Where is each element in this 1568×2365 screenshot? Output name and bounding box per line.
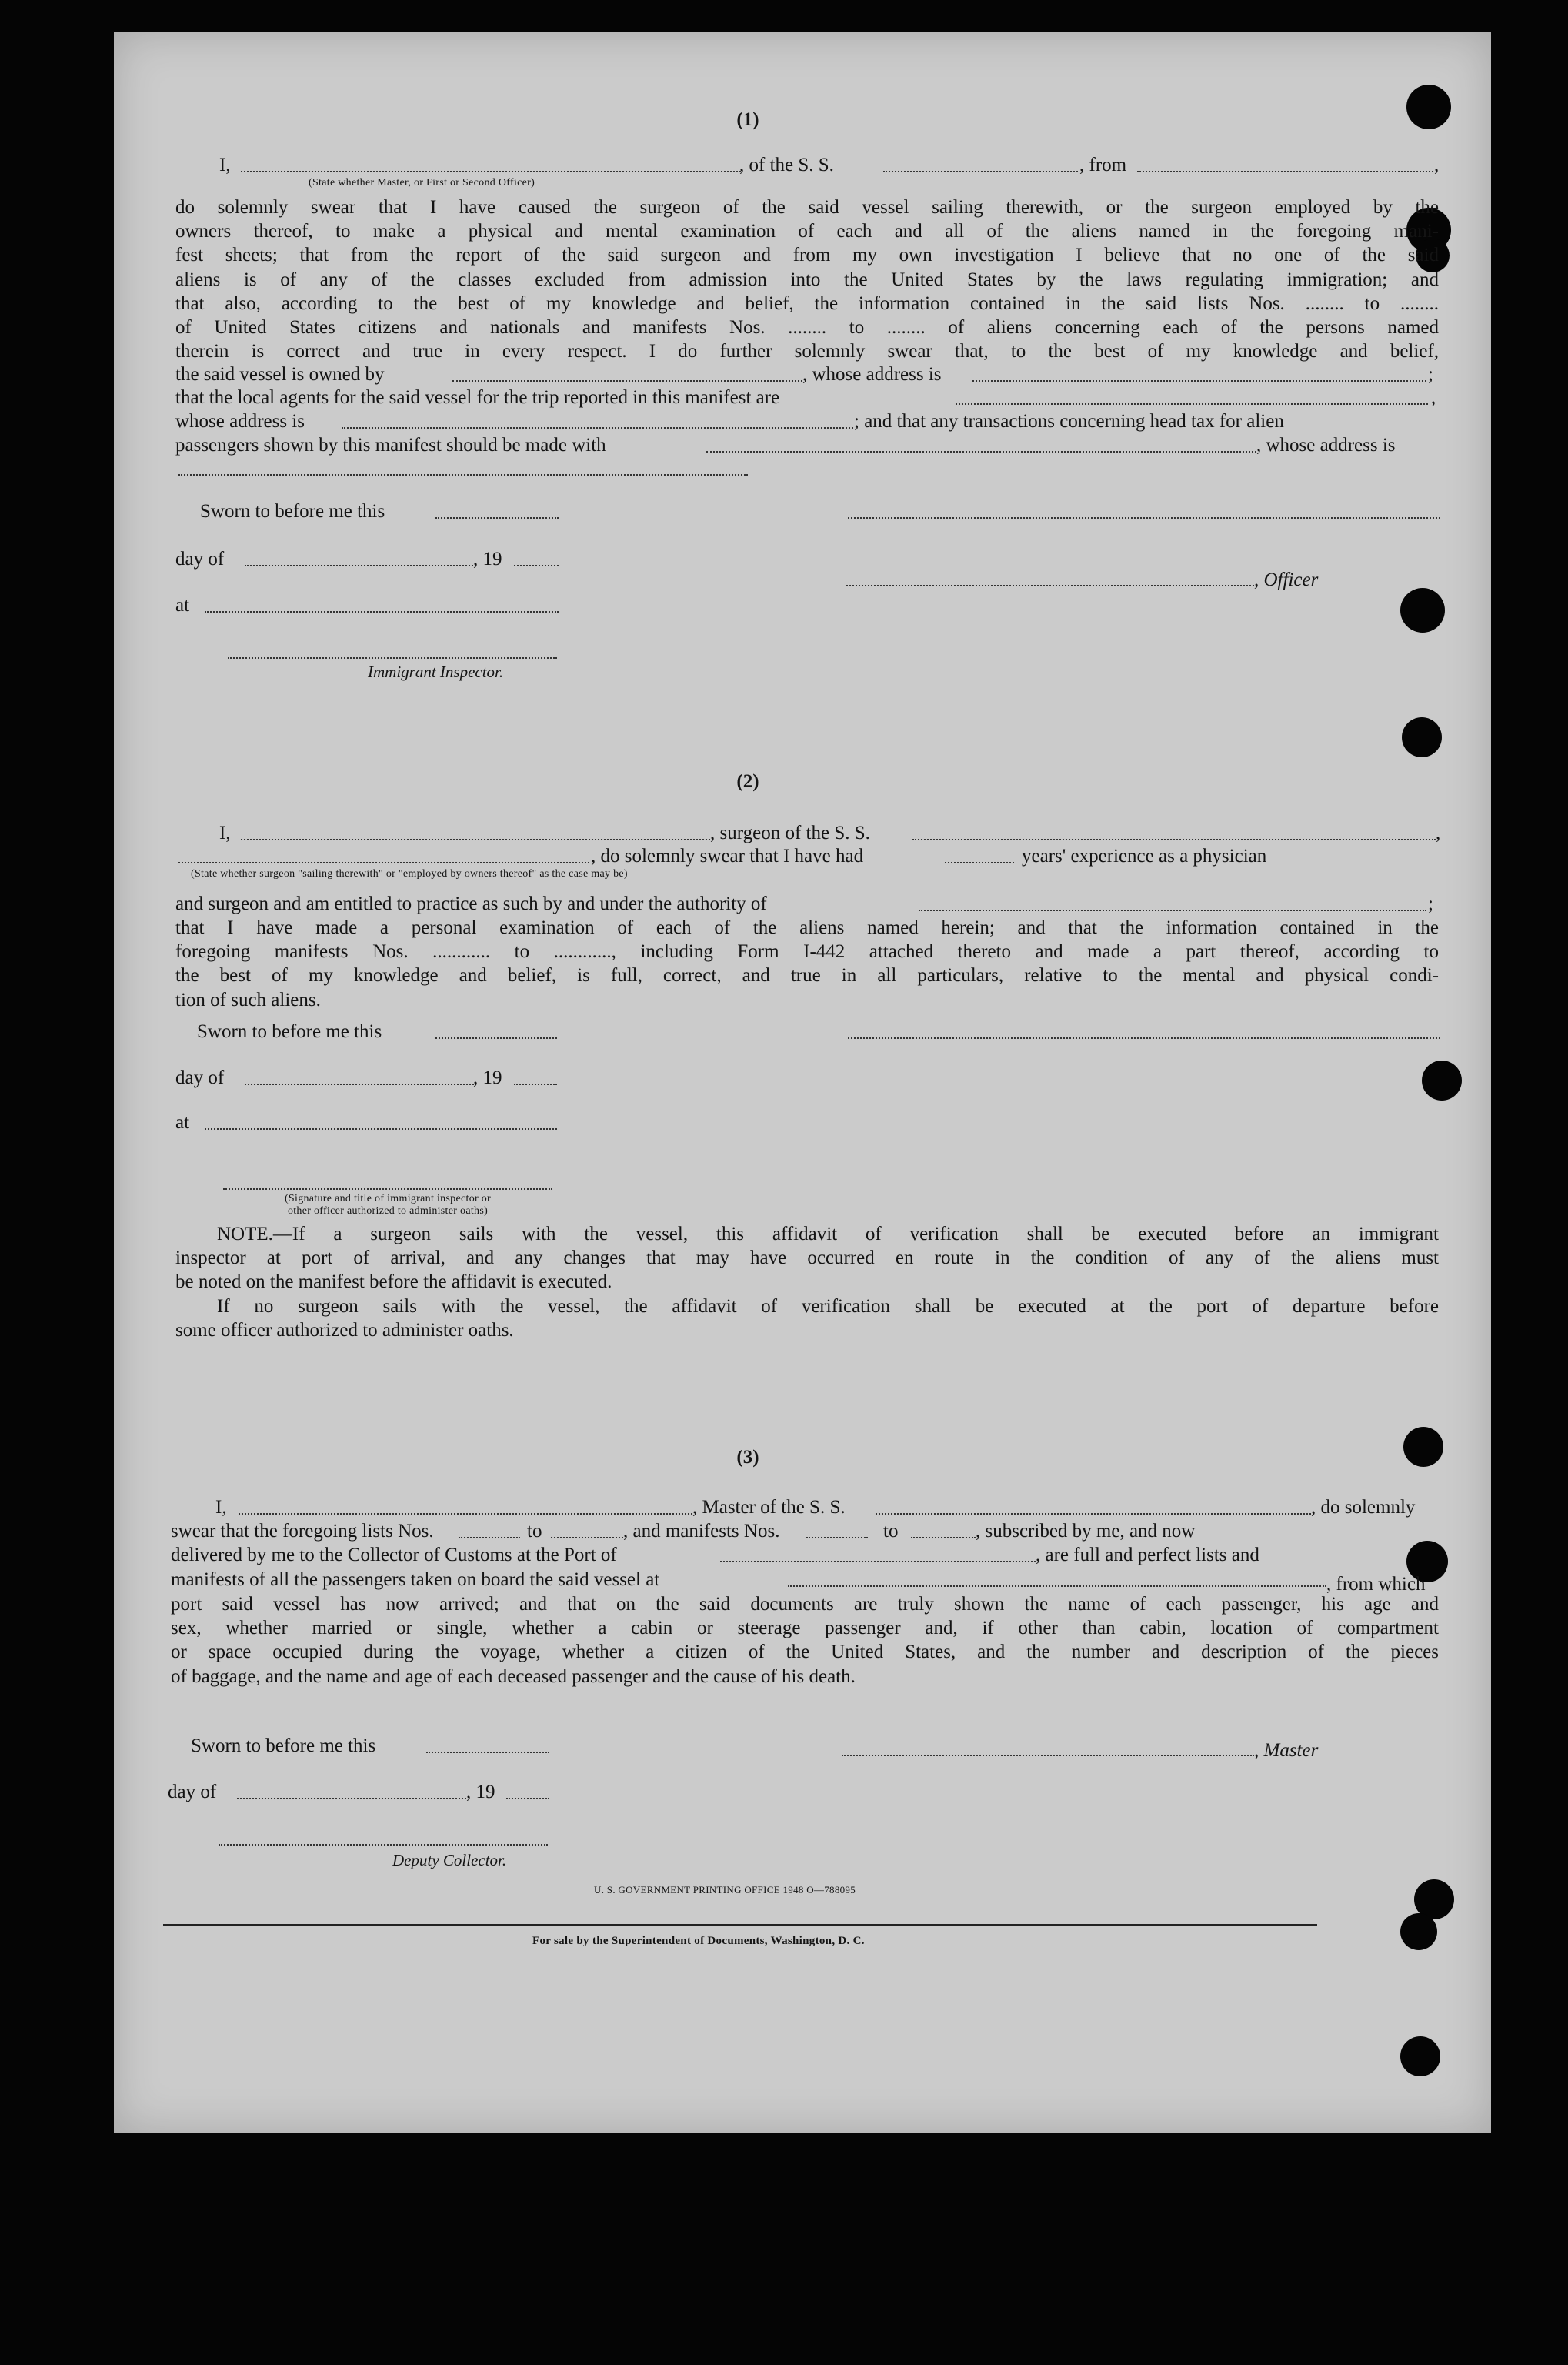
body-line: the best of my knowledge and belief, is full, correct, and true in all particulars, relative to the mental and physical condi- [175, 965, 1439, 987]
punch-hole [1400, 2036, 1440, 2076]
surgeon-vessel-field[interactable] [912, 839, 1436, 840]
authority-field[interactable] [919, 910, 1426, 911]
whose-address-label-3: , whose address is [1256, 435, 1396, 456]
section-2-i: I, [219, 823, 231, 843]
collector-label: delivered by me to the Collector of Customs at the Port of [171, 1545, 617, 1565]
surgeon-of-ss: , surgeon of the S. S. [710, 823, 870, 843]
manifests-nos-label: , and manifests Nos. [623, 1521, 780, 1542]
at-label: at [175, 595, 190, 616]
body-line: of baggage, and the name and age of each deceased passenger and the cause of his death. [171, 1665, 856, 1687]
section-3-number: (3) [736, 1447, 759, 1468]
body-line: foregoing manifests Nos. ............ to ............, including Form I-442 attached thereto and made a part thereof, according to [175, 941, 1439, 963]
line-end: , [1436, 823, 1441, 843]
perfect-lists-text: , are full and perfect lists and [1036, 1545, 1259, 1565]
agents-field[interactable] [956, 403, 1428, 405]
manifests-to-field[interactable] [911, 1537, 976, 1538]
master-label: , Master [1254, 1740, 1319, 1761]
note-paragraph [175, 1222, 1439, 1342]
inspector-signature-field[interactable] [228, 657, 557, 659]
year-field[interactable] [514, 565, 559, 566]
local-agents-label: that the local agents for the said vessel for the trip reported in this manifest are [175, 387, 780, 408]
whose-address-label: , whose address is [802, 364, 942, 385]
signature-note-1: (Signature and title of immigrant inspector or [284, 1193, 492, 1204]
day-of-label: day of [175, 1067, 225, 1088]
years-experience: years' experience as a physician [1022, 846, 1267, 867]
years-field[interactable] [945, 862, 1014, 863]
deputy-signature-field[interactable] [219, 1844, 548, 1846]
departure-port-field[interactable] [788, 1585, 1326, 1587]
port-field[interactable] [720, 1561, 1036, 1562]
vessel-field[interactable] [883, 171, 1078, 172]
punch-hole [1422, 1061, 1462, 1101]
owned-by-label: the said vessel is owned by [175, 364, 385, 385]
note-line: If no surgeon sails with the vessel, the affidavit of verification shall be executed at the port of departure before [217, 1295, 1439, 1317]
document-page [114, 32, 1491, 2133]
head-tax-text: ; and that any transactions concerning head tax for alien [854, 411, 1284, 432]
at-field[interactable] [205, 1128, 557, 1130]
punch-hole [1400, 1913, 1437, 1950]
section-1-i: I, [219, 155, 231, 175]
body-line: do solemnly swear that I have caused the surgeon of the said vessel sailing therewith, or the surgeon employed by the [175, 197, 1439, 218]
section-3-i: I, [215, 1497, 227, 1518]
sworn-label: Sworn to before me this [197, 1021, 382, 1042]
at-field[interactable] [205, 611, 559, 613]
month-field[interactable] [237, 1798, 466, 1799]
semicolon: ; [1428, 364, 1433, 385]
sworn-day-field[interactable] [435, 517, 559, 519]
month-field[interactable] [245, 565, 473, 566]
master-name-field[interactable] [239, 1513, 692, 1515]
body-line: sex, whether married or single, whether a cabin or steerage passenger and, if other than cabin, location of compartment [171, 1618, 1439, 1639]
surgeon-note: (State whether surgeon "sailing therewith" or "employed by owners thereof" as the case may be) [191, 868, 628, 880]
section-1-number: (1) [736, 109, 759, 130]
footer-rule [163, 1924, 1317, 1926]
address-field-3[interactable] [178, 474, 748, 476]
do-solemnly: , do solemnly [1311, 1497, 1416, 1518]
officer-signature-field-1[interactable] [848, 517, 1440, 519]
body-line: owners thereof, to make a physical and mental examination of each and all of the aliens named in the foregoing mani- [175, 221, 1439, 242]
name-field[interactable] [241, 171, 741, 172]
head-tax-field[interactable] [706, 451, 1256, 453]
punch-hole [1406, 85, 1451, 129]
master-of-ss: , Master of the S. S. [692, 1497, 846, 1518]
day-of-label: day of [175, 549, 225, 570]
manifests-from-field[interactable] [806, 1537, 868, 1538]
subscribed-text: , subscribed by me, and now [976, 1521, 1196, 1542]
surgeon-signature-field[interactable] [848, 1037, 1440, 1039]
punch-hole [1402, 717, 1442, 757]
solemnly-swear: , do solemnly swear that I have had [591, 846, 864, 867]
authority-label: and surgeon and am entitled to practice as such by and under the authority of [175, 894, 767, 914]
lists-from-field[interactable] [459, 1537, 520, 1538]
of-the-ss: , of the S. S. [739, 155, 834, 175]
year-field[interactable] [506, 1798, 549, 1799]
gpo-imprint: U. S. GOVERNMENT PRINTING OFFICE 1948 O—788095 [594, 1884, 856, 1896]
sworn-label: Sworn to before me this [191, 1735, 376, 1756]
from-which-text: , from which [1326, 1574, 1426, 1595]
owner-address-field[interactable] [972, 380, 1426, 382]
body-line: tion of such aliens. [175, 989, 321, 1010]
note-line: NOTE.—If a surgeon sails with the vessel, this affidavit of verification shall be executed before an immigrant [217, 1224, 1439, 1244]
surgeon-name-field[interactable] [241, 839, 710, 840]
year-label: , 19 [466, 1782, 495, 1802]
sworn-label: Sworn to before me this [200, 501, 385, 522]
agents-address-field[interactable] [342, 427, 853, 429]
signature-note-2: other officer authorized to administer oaths) [287, 1205, 489, 1217]
line-end: , [1434, 155, 1440, 175]
passengers-text: passengers shown by this manifest should be made with [175, 435, 606, 456]
inspector-signature-field[interactable] [223, 1188, 552, 1190]
note-line: inspector at port of arrival, and any changes that may have occurred en route in the condition of any of the aliens must [175, 1248, 1439, 1269]
punch-hole [1400, 588, 1445, 633]
day-of-label: day of [168, 1782, 217, 1802]
at-label: at [175, 1112, 190, 1133]
punch-hole [1403, 1427, 1443, 1467]
body-line: port said vessel has now arrived; and that on the said documents are truly shown the name of each passenger, his age and [171, 1594, 1439, 1615]
deputy-label: Deputy Collector. [392, 1851, 507, 1869]
sworn-day-field[interactable] [435, 1037, 557, 1039]
sale-notice: For sale by the Superintendent of Documents, Washington, D. C. [532, 1935, 865, 1947]
master-signature-field[interactable] [842, 1755, 1254, 1756]
owner-field[interactable] [452, 380, 802, 382]
year-field[interactable] [514, 1084, 557, 1085]
section-3-body [171, 1592, 1439, 1689]
body-line: that also, according to the best of my knowledge and belief, the information contained in the said lists Nos. ........ to ........ [175, 292, 1439, 314]
surgeon-type-field[interactable] [178, 862, 589, 863]
officer-note: (State whether Master, or First or Second Officer) [309, 177, 535, 189]
body-line: fest sheets; that from the report of the said surgeon and from my own investigation I believe that no one of the said [175, 245, 1439, 266]
semicolon: ; [1428, 894, 1433, 914]
comma: , [1431, 387, 1436, 408]
whose-address-label-2: whose address is [175, 411, 305, 432]
year-label: , 19 [473, 1067, 502, 1088]
note-line: some officer authorized to administer oaths. [175, 1319, 514, 1341]
body-line: that I have made a personal examination of each of the aliens named herein; and that the information contained in the [175, 917, 1439, 938]
to-label: to [883, 1521, 899, 1542]
note-line: be noted on the manifest before the affidavit is executed. [175, 1271, 612, 1293]
from-label: , from [1079, 155, 1127, 175]
officer-label: , Officer [1254, 570, 1319, 590]
year-label: , 19 [473, 549, 502, 570]
lists-to-field[interactable] [551, 1537, 623, 1538]
month-field[interactable] [245, 1084, 474, 1085]
inspector-label: Immigrant Inspector. [368, 663, 504, 681]
sworn-day-field[interactable] [426, 1752, 549, 1753]
body-line: or space occupied during the voyage, whether a citizen of the United States, and the number and description of the pieces [171, 1642, 1439, 1663]
section-2-number: (2) [736, 771, 759, 792]
to-label: to [527, 1521, 542, 1542]
from-field[interactable] [1137, 171, 1433, 172]
section-1-body [175, 195, 1439, 363]
officer-signature-field-2[interactable] [846, 585, 1254, 586]
taken-aboard-label: manifests of all the passengers taken on board the said vessel at [171, 1569, 660, 1590]
master-vessel-field[interactable] [876, 1513, 1311, 1515]
section-2-body [175, 916, 1439, 1012]
lists-nos-label: swear that the foregoing lists Nos. [171, 1521, 434, 1542]
body-line: aliens is of any of the classes excluded from admission into the United States by the laws regulating immigration; and [175, 269, 1439, 290]
body-line: therein is correct and true in every respect. I do further solemnly swear that, to the best of my knowledge and belief, [175, 341, 1439, 362]
body-line: of United States citizens and nationals and manifests Nos. ........ to ........ of aliens concerning each of the persons named [175, 317, 1439, 339]
